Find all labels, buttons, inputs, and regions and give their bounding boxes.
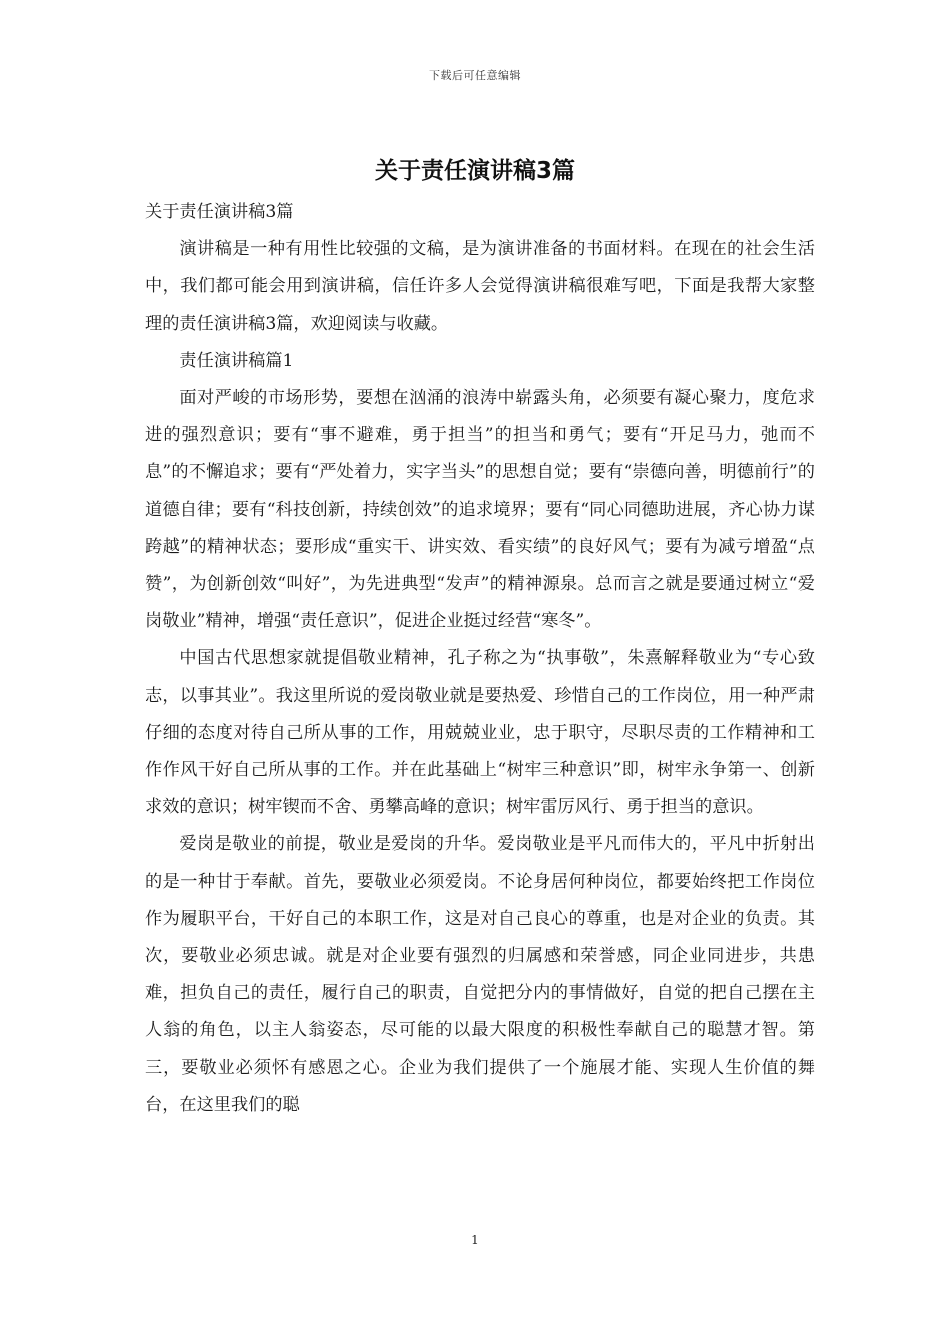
- subtitle-paragraph: 关于责任演讲稿3篇: [145, 202, 294, 222]
- body-paragraph: 中国古代思想家就提倡敬业精神，孔子称之为“执事敬”，朱熹解释敬业为“专心致志，以事其业”。我这里所说的爱岗敬业就是要热爱、珍惜自己的工作岗位，用一种严肃仔细的态度对待自己所从事的工作，用兢兢业业，忠于职守，尽职尽责的工作精神和工作作风干好自己所从事的工作。并在此基础上“树牢三种意识”即，树牢永争第一、创新求效的意识；树牢锲而不舍、勇攀高峰的意识；树牢雷厉风行、勇于担当的意识。: [145, 648, 815, 818]
- document-title: 关于责任演讲稿3篇: [374, 158, 575, 184]
- document-body: [145, 194, 815, 1124]
- body-paragraph: 面对严峻的市场形势，要想在汹涌的浪涛中崭露头角，必须要有凝心聚力，度危求进的强烈意识；要有“事不避难，勇于担当”的担当和勇气；要有“开足马力，弛而不息”的不懈追求；要有“严处着力，实字当头”的思想自觉；要有“崇德向善，明德前行”的道德自律；要有“科技创新，持续创效”的追求境界；要有“同心同德助进展，齐心协力谋跨越”的精神状态；要形成“重实干、讲实效、看实绩”的良好风气；要有为减亏增盈“点赞”，为创新创效“叫好”，为先进典型“发声”的精神源泉。总而言之就是要通过树立“爱岗敬业”精神，增强“责任意识”，促进企业挺过经营“寒冬”。: [145, 388, 815, 632]
- page-number: 1: [471, 1233, 479, 1247]
- header-note: 下载后可任意编辑: [429, 69, 521, 82]
- section-heading: 责任演讲稿篇1: [179, 350, 294, 371]
- intro-paragraph: 演讲稿是一种有用性比较强的文稿，是为演讲准备的书面材料。在现在的社会生活中，我们都可能会用到演讲稿，信任许多人会觉得演讲稿很难写吧，下面是我帮大家整理的责任演讲稿3篇，欢迎阅读与收藏。: [145, 239, 815, 334]
- body-paragraph: 爱岗是敬业的前提，敬业是爱岗的升华。爱岗敬业是平凡而伟大的，平凡中折射出的是一种甘于奉献。首先，要敬业必须爱岗。不论身居何种岗位，都要始终把工作岗位作为履职平台，干好自己的本职工作，这是对自己良心的尊重，也是对企业的负责。其次，要敬业必须忠诚。就是对企业要有强烈的归属感和荣誉感，同企业同进步，共患难，担负自己的责任，履行自己的职责，自觉把分内的事情做好，自觉的把自己摆在主人翁的角色，以主人翁姿态，尽可能的以最大限度的积极性奉献自己的聪慧才智。第三，要敬业必须怀有感恩之心。企业为我们提供了一个施展才能、实现人生价值的舞台，在这里我们的聪: [145, 834, 815, 1115]
